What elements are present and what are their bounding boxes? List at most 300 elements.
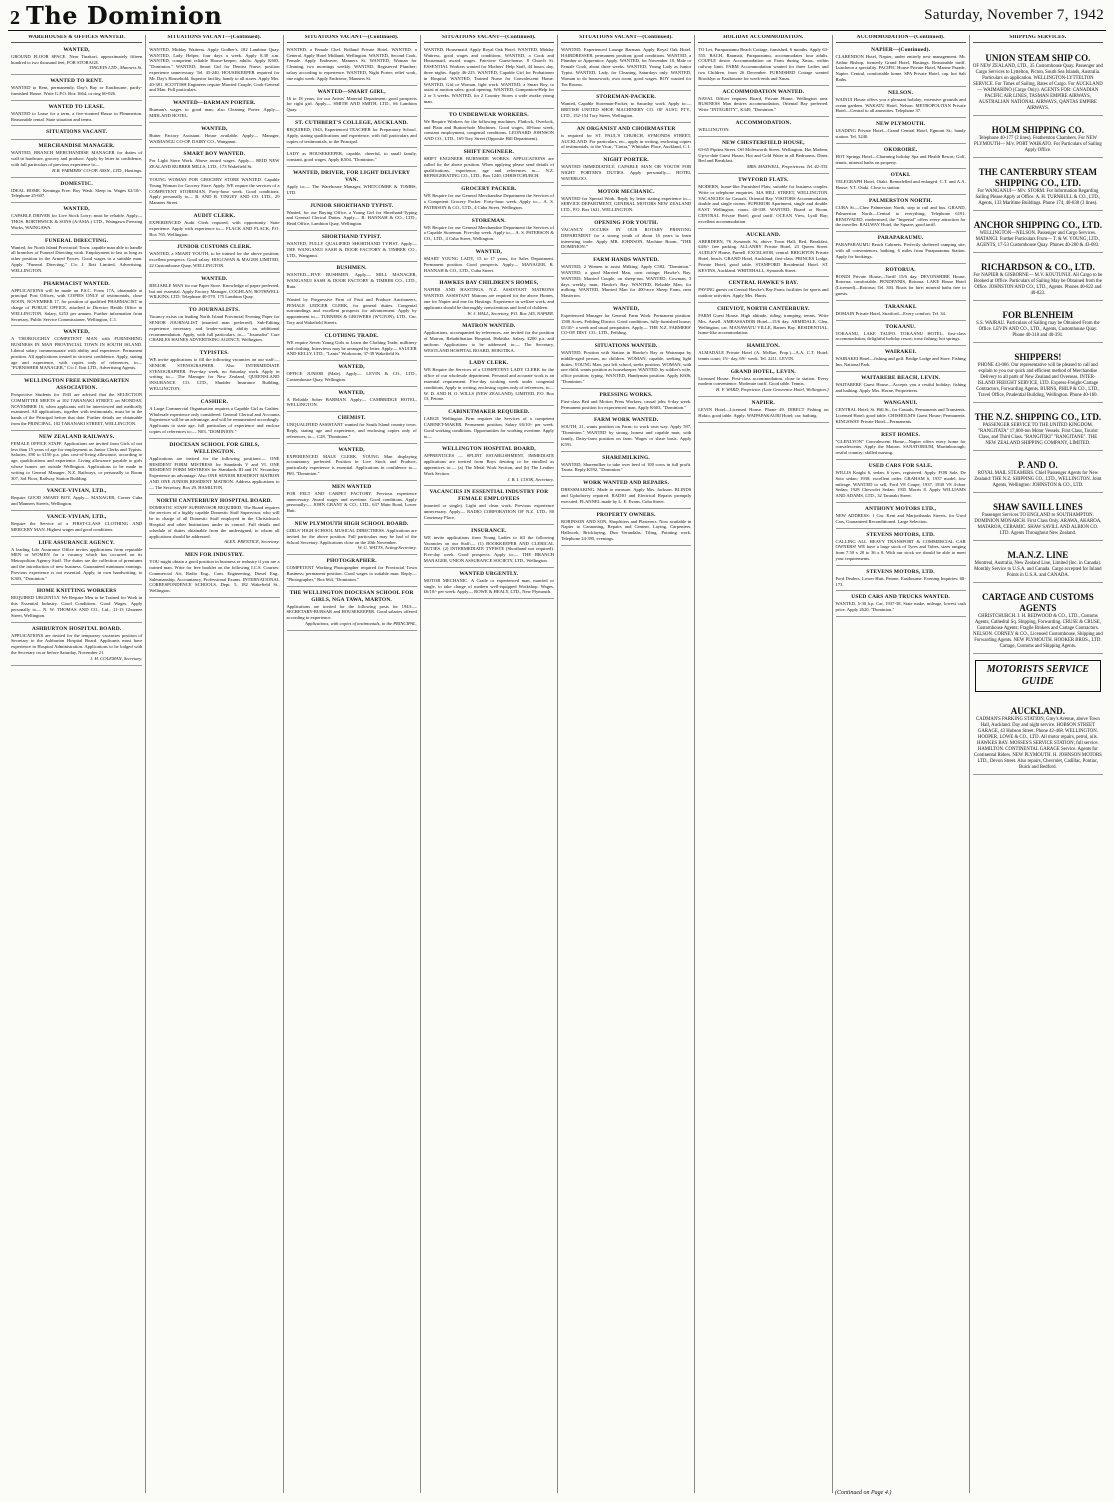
ad-title: SITUATIONS WANTED. [594, 343, 658, 350]
ad-title: WANTED TO RENT. [50, 78, 104, 85]
classified-ad [287, 445, 417, 481]
classified-ad [698, 278, 828, 303]
classified-ad [149, 98, 279, 123]
ad-body: YOU might obtain a good position in business or industry if you are a trained man. Write for free booklet on the following I.C.S. Courses: Commercial Art, Radio Eng., Com. Engineering, Diesel Eng., Salesmanship, Accountancy, Professional Exams. INTERNATIONAL CORRESPONDENCE SCHOOLS, Dept. 5, 182 Wakefield St., Wellington. [149, 559, 280, 594]
ad-signature: Applications, with copies of testimonials, to the PRINCIPAL. [305, 621, 417, 627]
ad-body: WE Require the Services of a COMPETENT LADY CLERK for the office of our wholesale department. Personal and accurate work is an essential requirement. Five-day working week under congenial conditions. Apply in writing, enclosing copies only of references, to— W. D. AND H. O. WILLS (NEW ZEALAND), LIMITED, P.O. Box 13, Petone. [423, 367, 554, 402]
ad-title: MATRON WANTED. [462, 323, 516, 330]
ad-body: CENTRAL Hotel; St. Hill St., for Casuals, Permanents and Transients. Licensed Hotel; good table. CHISHOLM'S Guest House; Permanents. KINGSWAY Private Hotel—Permanents. [835, 407, 966, 424]
ad-title: CLOTHING TRADE. [324, 332, 379, 339]
column-5 [557, 35, 694, 1493]
classified-ad [11, 538, 142, 586]
ad-title: AUCKLAND. [746, 231, 781, 238]
classified-ad [561, 124, 691, 154]
ad-body: A Large Commercial Organisation requires a Capable Girl as Cashier. Wholesale experience only considered. General Clerical and Accounts Experience will be an advantage, and will be remunerated accordingly. Applicants to state age, full particulars of experience and enclose copies of references to:— N03, "DOMINION." [149, 405, 280, 435]
ad-title: PROPERTY OWNERS. [596, 511, 656, 518]
ad-title: OPENING FOR YOUTH. [594, 219, 658, 226]
ad-title: CABINETMAKER REQUIRED. [448, 409, 530, 416]
ad-signature: MRS. MAXWELL, Proprietress. Tel. 42-335. [746, 164, 829, 170]
classified-ad [11, 141, 142, 177]
ad-body: Wanted by Progressive Firm of Fruit and Produce Auctioneers, FEMALE LEDGER CLERK, for general duties. Congenial surroundings and excellent prospects for advancement. Apply by appointment to— TURNERS & GROWERS (W'GTON), LTD., Cnr. Tory and Wakefield Streets. [286, 296, 417, 325]
ad-body: We Require Workers for the following machines, Flatlock, Overlock, and Plain and Button-hole Machines. Good wages, 40-hour week, constant employment, congenial conditions. LEONARD JOHNSON AND CO., LTD., 169 Tory Street (Opposite Hill Department). [423, 118, 554, 142]
classified-ad [424, 45, 554, 109]
classified-ad [973, 542, 1103, 583]
ad-title: M.A.N.Z. LINE [1007, 549, 1069, 560]
ad-body: Wanted, Capable Storeman-Packer, to Saturday work. Apply to:— BRITISH UNITED SHOE MACHINERY CO. OF AUST. PTY., LTD., 152-154 Tory Street, Wellington. [561, 101, 692, 118]
classified-ad [287, 588, 417, 631]
classified-ad [11, 624, 142, 666]
classified-ad [698, 118, 828, 137]
ad-title: THE N.Z. SHIPPING CO., LTD. [974, 411, 1102, 422]
ad-body: WE invite applications to fill the following vacancies on our staff:— SENIOR STENOGRAPHER. Also INTERMEDIATE STENOGRAPHER. Five-day week, no Saturday work. Apply in writing to— The Manager for New Zealand, QUEENSLAND INSURANCE CO. LTD., Shudder Insurance Building, WELLINGTON. [149, 357, 280, 392]
ad-title: NAPIER. [751, 400, 776, 407]
ad-title: TYPISTES. [199, 350, 229, 357]
ad-body: CLARENDON Hotel, Napier, under entirely new management. Mr. Arthur Bishop, formerly Grand Hotel, Hastings. Reasonable tariff. Luncheon a speciality. PACIFIC House Private Hotel, Marine Parade, Napier. Central, comfortable home. SPA Private Hotel, cap. hot Salt Baths. [835, 53, 966, 82]
classified-ad [287, 87, 417, 117]
classified-ad [11, 279, 142, 327]
ad-title: NAPIER—(Continued). [871, 46, 931, 53]
classified-ad [149, 211, 279, 241]
ad-body: CAPABLE DRIVER for Live Stock Lorry; must be reliable. Apply— THOS. BORTHWICK & SONS (A/ASIA.) LTD., Waingawa Freezing Works, WAINGAWA. [11, 213, 143, 230]
classified-ad [287, 331, 417, 361]
ad-body: WANTED, 5-30 h.p. Car, 1937-38. State make, mileage, lowest cash price. Apply 2620, "Dominion." [835, 601, 966, 613]
column-header: SITUATIONS VACANT—(Continued). [424, 35, 554, 43]
ad-title: MOTOR MECHANIC. [597, 188, 655, 195]
ad-body: WANTED—FIVE BUSHMEN. Apply— MILL MANAGER, WANGANUI SASH & DOOR FACTORY & TIMBER CO., LTD., Ruia. [286, 272, 417, 289]
column-1 [8, 35, 145, 1493]
ad-title: FUNERAL DIRECTING. [45, 237, 109, 244]
classified-ad [287, 556, 417, 586]
classified-ad [836, 119, 966, 144]
classified-ad [11, 376, 142, 431]
ad-title: HAWKES BAY CHILDREN'S HOMES, [439, 280, 539, 287]
ad-body: MOTOR MECHANIC. A Grade or experienced man, married or single, to take charge of modern well-equipped Workshop. Wages, £6/10/- per week. Apply— ROWE & HEALY, LTD., New Plymouth. [423, 577, 554, 595]
ad-title: FOR BLENHEIM [1002, 309, 1074, 320]
ad-title: WANTED—SMART GIRL, [317, 88, 386, 95]
classified-ad [973, 212, 1103, 253]
classified-ad [561, 92, 691, 122]
classified-ad [149, 305, 279, 347]
ad-title: PRESSING WORKS. [599, 391, 653, 398]
ad-body: ROBINSON AND SON, Shopfitters and Plasterers. Now available in Napier to Cannoning, Repairs and Cement, Laying, Carpenters, Hallwork, Bricklaying, Dun Verandahs, Tiling, Pointing work. Telephone 24-395, evenings. [561, 518, 692, 542]
classified-ad [698, 175, 828, 229]
ad-signature: J. H. COLEMAN, Secretary. [90, 655, 143, 661]
ad-title: ROTORUA. [885, 266, 916, 273]
ad-title: REST HOMES. [881, 431, 921, 438]
classified-ad [287, 118, 417, 148]
ad-title: STEVENS MOTORS, LTD. [866, 568, 935, 575]
ad-title: TO UNDERWEAR WORKERS. [449, 111, 529, 118]
ad-title: JUNIOR SHORTHAND TYPIST. [310, 202, 394, 209]
ad-body: S.S. WAIRAU. Particulars of Sailing may be Obtained From the Office. LEVIN AND CO., LTD., Agents, Customhouse Quay. Phone 40-310 and 40-391. [976, 320, 1100, 338]
ad-title: RICHARDSON & CO., LTD. [981, 261, 1095, 272]
classified-ad [11, 586, 142, 622]
ad-body: WE require Seven Young Girls to Learn the Clothing Trade, millinery and clothing. Interviews may be arranged by letter. Apply— SAUCER AND KELLY, LTD., "Lanix" Workroom, 37-39 Wakefield St. [286, 339, 417, 357]
ad-body: Wanted, for North Island Provincial Town, capable man able to handle all branches of Funeral Directing work. Employment to last as long as other position in the Armed Forces. Good wages to a suitable man. Apply "Funeral Directing," C/o J. Ilott Limited, Advertising, WELLINGTON. [11, 244, 143, 273]
ad-title: CHEMIST. [337, 415, 366, 422]
ad-title: TO JOURNALISTS. [188, 307, 240, 314]
classified-ad [424, 358, 554, 406]
ad-title: ANTHONY MOTORS LTD., [865, 506, 937, 513]
ad-body: Experienced Manager for General Farm Work. Permanent position. 1500 Acres, Feilding District. Good conditions, fully-furnished house; £5/10/- a week and usual perquisites. Apply— THE N.Z. FARMERS' CO-OP. DIST. CO., LTD., Feilding. [561, 312, 692, 336]
motorists-guide-banner: MOTORISTS SERVICE GUIDE [975, 660, 1101, 692]
classified-ad [836, 347, 966, 372]
ad-title: SHIPPERS! [1014, 351, 1062, 362]
ad-title: MERCHANDISE MANAGER. [38, 143, 115, 150]
ad-body: NAPIER AND HASTINGS, N.Z. ASSISTANT MATRONS WANTED. ASSISTANT Matrons are required for the above Homes, one for Napier and one for Hastings. Experience in welfare work, and applicants should be thoroughly conscientious and fond of children. [423, 287, 554, 310]
ad-title: ACCOMMODATION WANTED. [722, 88, 805, 95]
ad-body: "GLENLYON" Convalescent Home—Napier offers every home for convalescents. Apply the Matron. SANATORIUM, Martinborough; restful country; skilled nursing. [835, 438, 966, 456]
classified-ad [149, 440, 279, 495]
ad-title: PARAPARAUMU. [877, 235, 924, 242]
classified-ad [287, 232, 417, 262]
classified-ad [561, 341, 691, 389]
classified-ad [561, 45, 691, 92]
ad-body: LADY as HOUSEKEEPER, capable, cheerful, to small family, constant, good wages. Apply K504, "Dominion." [286, 151, 417, 163]
ad-body: Butter Factory Assistant. House available. Apply— Manager, WAIMANGU CO-OP. DAIRY CO., Wanganui. [149, 132, 280, 144]
ad-title: NORTH CANTERBURY HOSPITAL BOARD. [156, 497, 273, 504]
classified-ad [11, 204, 142, 234]
ad-body: OF NEW ZEALAND, LTD., 35 Customhouse Quay. Passenger and Cargo Services to Lyttelton, Picton, South Sea Islands, Australia. Particulars on application. WELLINGTON-LYTTELTON SERVICE. For Times of Sailing, Rates of Cargo. For AUCKLAND— WAIMARINO (Cargo Only). AGENTS FOR: CANADIAN PACIFIC AIR LINES, TASMAN EMPIRE AIRWAYS, AUSTRALIAN NATIONAL AIRWAYS, QANTAS EMPIRE AIRWAYS. [972, 63, 1103, 111]
classified-ad [836, 567, 966, 592]
ad-body: LEADING Private Hotel—Grand Central Hotel, Egmont St.; handy station. Tel. 3240. [835, 128, 966, 139]
ad-body: Apply to:— The Warehouse Manager, WHITCOMBE & TOMBS, LTD. [286, 183, 417, 195]
ad-title: CHEVIOT, NORTH CANTERBURY. [717, 305, 810, 312]
ad-title: CASHIER. [200, 398, 229, 405]
ad-body: LEVIN Hotel—Licensed House. Phone 49. DIRECT Fishing on Hokio, good table. Apply. WAIPAPAKAURI Hotel; car; bathing. [698, 407, 829, 418]
classified-ad [836, 45, 966, 87]
ad-title: OKOROIRE. [883, 146, 918, 153]
ad-body: REQUIRED, 1943, Experienced TEACHER for Preparatory School. Apply, stating qualifications and experience, with full particulars and copies of testimonials, to the Principal. [286, 126, 417, 144]
continued-note: (Continued on Page 4.) [835, 1490, 892, 1496]
ad-title: THE CANTERBURY STEAM SHIPPING CO., LTD. [978, 166, 1098, 188]
masthead-left [10, 1, 222, 30]
ad-body: DOMESTIC STAFF SUPERVISOR REQUIRED. The Board requires the services of a highly capable Domestic Staff Supervisor, who will be in charge of all Domestic Staff employed in the Christchurch Hospital and other Institutions under its control. Full details and schedule of duties obtainable from the undersigned, to whom all applications should be addressed. [149, 504, 280, 539]
ad-title: DIOCESAN SCHOOL FOR GIRLS, WELLINGTON. [169, 441, 260, 455]
ad-body: UNQUALIFIED ASSISTANT wanted for South Island country town. Reply, stating age and experience, and enclosing copies only of references, to— C28, "Dominion." [286, 422, 417, 439]
classified-ad [149, 124, 279, 149]
ad-body: RELIABLE MAN for our Paper Store. Knowledge of paper preferred, but not essential. Apply Factory Manager, COGHLAN, BOTHWELL WILKINS, LTD. Telephone 40-570. 175 Lambton Quay. [149, 282, 280, 300]
classified-ad [973, 404, 1103, 451]
ad-body: TELEGRAPH Hotel, Otaki. Remodelled and enlarged. C.T. and A.A. House; Y.T. Otaki. Close to station. [835, 179, 966, 191]
classified-ad [973, 452, 1103, 493]
ad-title: HOLM SHIPPING CO. [991, 124, 1084, 135]
ad-title: ASHBURTON HOSPITAL BOARD. [31, 625, 122, 632]
classified-ad [287, 388, 417, 413]
ad-title: AN ORGANIST AND CHOIRMASTER [576, 125, 676, 132]
ad-title: SITUATIONS VACANT. [46, 129, 108, 136]
classified-ad [149, 242, 279, 272]
ad-body: WAIRAKEI Hotel—fishing and golf. Bridge Lodge and Store. Fishing Inn, National Park. [835, 356, 966, 367]
classified-ad [836, 196, 966, 232]
ad-body: (married or single). Light and clean work. Previous experience unnecessary. Apply— RADIO CORPORATION OF N.Z. LTD., 80 Courtenay Place. [423, 503, 554, 521]
ad-body: BONDI Private House—Tariff 15/6 day. DEVONSHIRE House, Rotorua; comfortable. PENDENNIS, Rotorua. LAKE House Hotel (Licensed)—Rotorua; Tel. 303. Boats for hire; mineral baths free to guests. [835, 273, 966, 296]
ad-title: AUCKLAND. [1010, 705, 1065, 716]
classified-ad [149, 149, 279, 174]
ad-body: SHIFT ENGINEER BURNSIDE WORKS. APPLICATIONS are called for the above position. When applying please send details of qualifications, experience, age and references to— N.Z. REFRIGERATING CO., LTD., Box 1240, CHRISTCHURCH. [423, 155, 554, 179]
ad-body: Passenger Services TO ENGLAND to SOUTHAMPTON. DOMINION MONARCH. First Class Only. ARAWA, AKAROA, MATAROA, CERAMIC. SHAW SAVILL AND ALBION CO. LTD. Agents Throughout New Zealand. [974, 512, 1102, 536]
classified-ad [836, 302, 966, 321]
classified-ad [698, 87, 828, 117]
ad-body: Prospective Students for 1943 are advised that the SELECTION COMMITTEE MEETS at 102 TARANAKI STREET, on MONDAY, NOVEMBER 16, when applicants will be interviewed and medically examined. All applications, together with testimonials, must be in the hands of the Principal before that date. Further details are obtainable from the PRINCIPAL, 102 TARANAKI STREET, WELLINGTON. [11, 392, 143, 427]
ad-title: SHORTHAND TYPIST. [321, 233, 382, 240]
classified-ad [11, 127, 142, 140]
classified-ad [973, 45, 1103, 116]
classified-ad [973, 344, 1103, 403]
ad-body: Montreal, Australia, New Zealand Line, Limited (Inc. in Canada). Monthly Service to U.S.A. and Canada. Cargo accepted for Inland Points in U.S.A. and CANADA. [974, 560, 1102, 578]
page-number: 2 [10, 6, 20, 29]
ad-signature: J. B. I. COOK, Secretary. [507, 476, 554, 482]
classified-ad [561, 187, 691, 217]
ad-title: STOREMAN. [471, 217, 506, 224]
classified-ad [11, 236, 142, 278]
ad-title: AUDIT CLERK. [193, 212, 236, 219]
ad-body: PARAPARAUMU Beach Cabinets. Perfectly sheltered camping site, with all conveniences, bathing; 6 miles from Paraparaumu Station. Apply for bookings. [835, 242, 966, 259]
ad-body: For WANGANUI— M/v. STORM. For Information Regarding Sailing Please Apply at Office. A. H. TURNBULL & CO., LTD., Agents, 133 Maritime Buildings. Phone 174, 40-830 (3 lines). [975, 188, 1101, 206]
classified-ad [836, 233, 966, 263]
classified-ad [287, 45, 417, 86]
ad-body: OFFICE JUNIOR (Male). Apply— LEVIN & CO., LTD., Customhouse Quay, Wellington. [286, 371, 417, 382]
ad-body: WILLIS Knight 6, sedan, 6 tyres, registered. Apply. FOR Sale, De Soto sedan; 1938; excellent order. GRAHAM 6, 1937 model, low mileage. WANTED to sell, Ford V8 Coupe, 1937. 1930 V8 4-door Sedan; 1928 Chevrolet Sedan; 1935 Morris 8. Apply WILLIAMS AND ADAMS, LTD., 32 Taranaki Street. [835, 470, 966, 499]
classified-ad [561, 155, 691, 185]
ad-title: WANTED, [338, 364, 365, 371]
ad-body: WELLINGTON. [698, 126, 730, 132]
classified-ad [424, 147, 554, 183]
ad-title: SHAW SAVILL LINES [993, 501, 1083, 512]
ad-body: EXPERIENCED Audit Clerk required, with opportunity. State experience. Apply with experience to— FLACK AND FLACK, P.O. Box 765, Wellington. [149, 219, 280, 237]
column-2 [145, 35, 282, 1493]
ad-title: WANTED, [612, 305, 640, 312]
ad-body: WAINUI House offers you a pleasant holiday; extensive grounds and ocean gardens. WAKATU Hotel, Nelson. METROPOLITAN Private Hotel—Central to all amenities. Telephone 37. [835, 96, 966, 114]
ad-title: CARTAGE AND CUSTOMS AGENTS [981, 591, 1094, 613]
ad-title: MEN FOR INDUSTRY. [184, 552, 244, 559]
ad-body: DOMAIN Private Hotel, Stratford—Every comfort; Tel. 34. [835, 310, 946, 316]
ad-title: WANTED, DRIVER, FOR LIGHT DELIVERY VAN. [293, 169, 411, 183]
column-7 [832, 35, 969, 1493]
ad-body: VACANCY OCCURS IN OUR ROTARY PRINTING DEPARTMENT for a strong youth of about 16 years to learn interesting trade. Apply MR. JOHNSON, Machine Room, "THE DOMINION." [561, 226, 692, 250]
ad-title: NEW CHESTERFIELD HOUSE, [722, 139, 805, 146]
classified-ad [11, 102, 142, 127]
ad-body: NEW ADDRESS: 1 Cnr. Kent and Marjoribanks Streets, for Used Cars, Guaranteed Reconditioned. Large Selection. [835, 513, 966, 524]
ad-body: For NAPIER & GISBORNE— M.V. KOUTUNUI. All Cargo to be Booked at Office. Particulars of Sailing May be Obtained from the Office. JOHNSTON AND CO., LTD., Agents. Phones 40-822 and 40-823. [973, 272, 1103, 296]
ad-body: 16 to 18 years, for our Artists' Material Department; good prospects for right girl. Apply— SMITH AND SMITH, LTD., 66 Lambton Quay. [286, 95, 417, 113]
classified-ad [698, 367, 828, 397]
ad-body: ALMADALE Private Hotel (A. McRae, Prop.)—A.A. C.T. Hotel; tennis court; 15/- day, 69/- week. Tel. 2211. LEVIN. [698, 350, 829, 361]
classified-ad [973, 159, 1103, 211]
ad-body: CHRISTCHURCH. J. H. REDWOOD & CO., LTD., Customs Agents, Cathedral Sq. Shipping, Forwarding. CRUSE & CRUSE, Customhouse Agents; Fragile Brokers and Cartage Contractors. NELSON. CORNEY & CO., Licensed Customhouse, Shipping and Forwarding Agents. NEW PLYMOUTH. HOOKER BROS., LTD. Cartage, Customs and Shipping Agents. [973, 613, 1103, 649]
ad-body: YOUNG WOMAN FOR GROCERY STORE WANTED. Capable Young Woman for Grocery Store. Apply. WE require the services of a COMPETENT STOREMAN. Forty-hour week. Good conditions. Apply personally to— R. AND B. TINGEY AND CO. LTD., 29 Manners Street. [149, 176, 280, 206]
ad-body: LARGE Wellington Firm requires the Services of a competent CABINET-MAKER. Permanent position. Salary £6/10/- per week. Good working conditions. Opportunities for working overtime. Apply to— [423, 416, 554, 439]
ad-body: FARM Guest House. High altitude, riding, tramping, tennis. Write Mrs. Ansell. AMBASSADOR Hotel—15/6 day. ARMIDALE, Glen, Wellington, car. MANAWATU VILLE, Barnes Bay. RESIDENTIAL, home-like accommodation. [698, 312, 829, 336]
ad-body: WE Require for our General Merchandise Department the Services of a Capable Storeman. Five-day week. Apply to— A. S. PATERSON & CO., LTD., 4 Cuba Street, Wellington. [423, 224, 554, 242]
classified-ad [424, 526, 554, 568]
classified-ad [149, 496, 279, 550]
classified-ad [561, 510, 691, 546]
classified-ad [561, 255, 691, 303]
ad-title: NIGHT PORTER. [603, 157, 649, 164]
classified-ad [11, 512, 142, 537]
ad-title: WANTED, [201, 125, 228, 132]
ad-title: JUNIOR CUSTOMS CLERK. [177, 244, 252, 251]
ad-body: APPLICATIONS will be made on P.S.C. Form 17A, obtainable at principal Post Offices, with COPIES ONLY of testimonials, close NOON, NOVEMBER 17, for position of qualified PHARMACIST in charge of PUBLIC OFFICE, attached to Director Health Office in WELLINGTON. Salary, £253 per annum. Further information from Secretary, Public Service Commissioner, Wellington, C.1. [11, 287, 143, 322]
ad-body: NAVAL Officer requires Board, Private Home, Wellington area. BUSINESS Man desires accommodation, Oriental Bay preferred. Write "INTEGRITY", K349, "Dominion." [698, 95, 829, 113]
ad-title: WAITARERE BEACH, LEVIN. [861, 374, 941, 381]
ad-body: CALLING ALL HEAVY TRANSPORT & COMMERCIAL CAR OWNERS! WE have a large stock of Tyres and Tubes, sizes ranging from 7.50 x 20 to 36 x 8. With our stock we should be able to meet your requirements. [835, 538, 966, 562]
ad-title: PHARMACIST WANTED. [43, 280, 110, 287]
classified-ad [561, 478, 691, 508]
ad-body: COMPETENT Working Photographer required for Provincial Town Business; permanent position. Good wages to suitable man. Reply— "Photographer," Box 664, "Dominion." [286, 565, 417, 582]
ad-title: INSURANCE. [471, 527, 507, 534]
ad-title: MEN WANTED [331, 483, 372, 490]
ad-body: Require GOOD SMART BOY. Apply— MANAGER, Corner Cuba and Manners Streets, Wellington. [11, 495, 143, 507]
classified-ad [287, 413, 417, 443]
column-header: SITUATIONS VACANT—(Continued). [287, 35, 417, 43]
classified-ad [11, 76, 142, 101]
classified-ad [424, 321, 554, 357]
ad-title: WANTED, [475, 248, 503, 255]
classified-ad [11, 179, 142, 204]
ad-body: WANTED, Experienced Lounge Barman. Apply Royal Oak Hotel. HAIRDRESSER, permanent position; good conditions. WANTED, a Plumber or Apprentice. Apply. WANTED, for November 18, Male or Female Cook, about three weeks. WANTED, Young Lady as Junior Typist. WANTED, Lady, for Cleaning, Saturdays only. WANTED, Woman to do housework; own room, good wages. BOY wanted for Tea Rooms. [561, 46, 692, 87]
classified-ad [973, 494, 1103, 541]
ad-body: WAITARERE Guest House—Accepts you a restful holiday; fishing and bathing. Apply Mrs. Horne, Proprietress. [835, 381, 966, 393]
ad-signature: W. G. WATTS, Acting-Secretary. [357, 545, 417, 551]
classified-ad [836, 504, 966, 529]
classified-ad [836, 430, 966, 460]
classified-ad [287, 149, 417, 167]
classified-ad [973, 584, 1103, 654]
column-header: SITUATIONS VACANT—(Continued). [149, 35, 279, 43]
ad-title: WANTED. [201, 275, 228, 282]
ad-body: APPRENTICES — SPLINT ESTABLISHMENT. IMMEDIATE applications are invited from Boys desiring to be enrolled as apprentices to:— (a) The Metal Work Section, and (b) The Leather Work Section. [423, 453, 554, 476]
classified-ad [424, 247, 554, 277]
classified-ad [561, 453, 691, 478]
ad-title: VACANCIES IN ESSENTIAL INDUSTRY FOR FEMALE EMPLOYEES [429, 489, 549, 503]
ad-title: LADY CLERK. [469, 360, 509, 367]
classified-ad [836, 145, 966, 170]
ad-body: Burman's wages to good man; also Cleaning Porter. Apply— MIDLAND HOTEL. [149, 107, 280, 118]
classified-ad [424, 110, 554, 146]
ad-title: BUSHMEN. [336, 265, 367, 272]
ad-title: WANTED, [63, 46, 90, 53]
ad-title: NELSON. [888, 89, 914, 96]
ad-body: PHONE 43-066. Our representative will be pleased to call and explain to you our quick and efficient method of Merchandise Delivery to all parts of New Zealand and Overseas. INTER-ISLAND FREIGHT SERVICE, LTD. Express-Freight-Cartage Contractors, Forwarding Agents. BURNS, PHILP & CO., LTD., Travel Office, Prudential Building, Wellington. Phone 40-160. [976, 362, 1100, 398]
ad-body: APPLICATIONS are invited for the temporary vacancies position of Secretary to the Ashburton Hospital Board. Applicants must have experience in Hospital Administration. Applications to be lodged with the Secretary on or before Saturday, November 21. [11, 632, 143, 655]
classified-ad [836, 322, 966, 347]
classified-ad [424, 569, 554, 599]
classified-ad [973, 117, 1103, 158]
ad-title: WANTED, [63, 206, 90, 213]
ad-title: USED CARS AND TRUCKS WANTED. [851, 594, 950, 601]
ad-title: CENTRAL HAWKE'S BAY. [728, 280, 799, 287]
ad-body: WANTED IMMEDIATELY, CAPABLE MAN OR YOUTH FOR NIGHT PORTER'S DUTIES. Apply personally— HOTEL WATERLOO. [561, 164, 692, 181]
classified-ad [287, 201, 417, 231]
classified-ad [424, 278, 554, 320]
column-4 [420, 35, 557, 1493]
classified-ad [561, 304, 691, 340]
ad-signature: TINGEYS LTD., Manners St. [88, 65, 143, 71]
ad-title: PHOTOGRAPHER. [326, 558, 377, 565]
ad-title: WELLINGTON HOSPITAL BOARD, [441, 446, 536, 453]
ad-body: IDEAL HOME. Kentinga Free. Boy Wash. Sleep in. Wages £2/10/-. Telephone 25-607. [11, 187, 143, 199]
classified-ad [698, 230, 828, 278]
ad-body: WANTED, a Female Chef. Rolland Private Hotel. WANTED, a General. Apply Hotel Midland, Wellington. WANTED, Second Cook, Female. Apply Endeaver, Manners St. WANTED, Woman for Cleaning, two mornings weekly. WANTED, Registered Plumber; salary according to experience. WANTED, Night Porter; relief work, one night week. Apply Endeavor, Manners St. [286, 46, 417, 81]
classified-ad [836, 373, 966, 398]
ad-body: TOKAANU, LAKE TAUPO. TOKAANU HOTEL, first-class accommodation; delightful holiday resort; trout fishing; hot springs. [835, 330, 966, 342]
columns-container [8, 35, 1106, 1493]
ad-body: PAVING guests on Central Hawke's Bay Farm; facilities for sports and outdoor activities. Apply Mrs. Harris. [698, 287, 829, 299]
ad-body: CUBA St.—Chez Palmerston North, step to rail and bus. GRAND, Palmerston North—Central to everything; Telephone 6191. RENOVATED, modernised, the "Imperial" offers every attraction for the traveller. RAILWAY Hotel, the Square; good tariff. [835, 204, 966, 228]
classified-ad [698, 304, 828, 340]
paper-name: The Dominion [26, 0, 223, 30]
ad-title: STEVENS MOTORS, LTD. [866, 531, 935, 538]
classified-ad [698, 398, 828, 423]
ad-body: is required for ST. PAUL'S CHURCH, SYMONDS STREET, AUCKLAND. For particulars, etc., apply in writing, enclosing copies of testimonials, to the Vicar, "Cintra," Whittaker Place, Auckland, C.1. [561, 132, 692, 150]
ad-body: WANTED, Midday Waitress. Apply Godber's, 182 Lambton Quay. WANTED, Lady Helper, four days a week. Apply 8.30 a.m. WANTED, competent reliable House-keeper; adults. Apply K603, "Dominion." WANTED, Smart Girl for Dentist Nurse; position experience unnecessary. Tel. 45-240. HOUSEKEEPER required for Mr. Day's Household. Superior facility, handy to all stores. Apply Mrs. 40-381. SCOTTISH Engineers require Married Couple; Cook-General and Man. Full particulars. [149, 46, 280, 93]
ad-body: WANTED, 2 Women to assist Milking. Apply C582, "Dominion." WANTED, a good Married Man, own cottage; Hawke's Bay. WANTED, Married Couple, on sheep-run. WANTED, Cowman, 3 days weekly, man, Hawke's Bay. WANTED, Reliable Man, for milking. WANTED, Married Man for 400-acre Sheep Farm, near Masterton. [561, 264, 692, 299]
ad-title: DOMESTIC. [60, 180, 93, 187]
classified-ad [11, 486, 142, 511]
ad-body: Require the Service of a FIRST-CLASS CLOTHING AND MERCERY MAN. Highest wages and good conditions. [11, 521, 143, 532]
classified-ad [287, 168, 417, 200]
ad-title: WANGANUI. [883, 400, 918, 407]
ad-title: LIFE ASSURANCE AGENCY. [38, 539, 115, 546]
classified-ad [287, 362, 417, 387]
ad-signature: H. F. WARD, Proprietor. (Late Grosvenor Hotel, Wellington.) [715, 387, 829, 393]
ad-title: NEW ZEALAND RAILWAYS. [38, 433, 115, 440]
ad-title: GROCERY PACKER. [461, 186, 517, 193]
ad-title: VANCE-VIVIAN, LTD., [46, 488, 107, 495]
ad-body: WANTED, BRANCH MERCHANDISE MANAGER for duties of wall in hardware, grocery and produce. Apply by letter in confidence, with full particulars of previous experience to— [11, 150, 143, 167]
ad-title: ANCHOR SHIPPING CO., LTD. [973, 219, 1102, 230]
classified-ad [836, 530, 966, 566]
ad-title: GRAND HOTEL, LEVIN. [730, 368, 796, 375]
ad-title: SHAREMILKING. [602, 454, 650, 461]
classified-ad [836, 398, 966, 428]
classified-ad [149, 274, 279, 304]
classified-ad [424, 184, 554, 214]
classified-ad [973, 254, 1103, 301]
ad-body: WANTED, Housemaid. Apply Royal Oak Hotel. WANTED, Midday Waitress, good wages and conditions. WANTED, a Cook and Housemaid, award wages. Fairview Guest-house, 8 Church St. ESSENTIAL Workers wanted for Mothers' Help Staff, 44 hours, day, three nights. Apply 46-225. WANTED, Capable Girl for Probationer in Hospital. WANTED, Trained Nurse for Convalescent Home. WANTED, Girl or Woman, light work. WANTED, a Smart Boy, to assist at auction sales; good opening. WANTED, Companion-Help for 2 or 3 weeks. WANTED, for 2 Country Stores a wide awake young man. [423, 46, 554, 104]
ad-title: OTAKI. [890, 172, 911, 179]
ad-body: REQUIRED URGENTLY. We Require Men to be Trained for Work in this Essential Industry. Good Conditions. Good Wages. Apply personally to— N. W. THOMAS AND CO., Ltd., 11-13 Ghuznee Street, Wellington. [11, 595, 143, 618]
column-header: SHIPPING SERVICES. [973, 35, 1103, 43]
ad-title: ACCOMMODATION. [735, 119, 792, 126]
classified-ad [11, 45, 142, 75]
classified-ad [698, 341, 828, 366]
classified-ad [973, 698, 1103, 775]
ad-body: WANTED to Rent, permanently, Day's Bay or Eastbourne, partly-furnished House. Write G.P.O. Box 1664, or ring 60-026. [11, 85, 143, 96]
classified-ad [11, 432, 142, 486]
ad-title: P. AND O. [1018, 459, 1058, 470]
ad-body: GIRLS' HIGH SCHOOL MUSICAL DIRECTRESS. Applications are invited for the above position. Full particulars may be had of the School Secretary. Applications close on the 20th November. [286, 528, 417, 545]
ad-title: PALMERSTON NORTH. [869, 197, 933, 204]
ad-body: CADMAN'S PARKING STATION, Grey's Avenue, above Town Hall, Auckland. Day and night service. HOBSON STREET GARAGE, 43 Hobson Street. Phone 42-468. WELLINGTON. HOOPER, LOWE & CO., LTD. All motor repairs, petrol, oils. HAWKES BAY. MOSSES'S SERVICE STATION; full service. HAMILTON. CONTINENTAL GARAGE Service. Agents for Continental Riders. NEW PLYMOUTH. H. JOHNSON MOTORS LTD., Devon Street. Also repairs, Chevrolet, Cadillac, Pontiac, Buick and Bedford. [973, 716, 1102, 770]
ad-title: UNION STEAM SHIP CO. [985, 52, 1091, 63]
classified-ad [836, 265, 966, 301]
classified-ad [424, 444, 554, 486]
column-header: HOLIDAY ACCOMMODATION. [698, 35, 828, 43]
ad-title: TOKAANU. [885, 323, 916, 330]
classified-ad [836, 88, 966, 118]
classified-ad [836, 170, 966, 195]
ad-body: WANTED to Lease for a term, a five-roomed House in Plimmerton. Reasonable rental. State situation and terms. [11, 110, 143, 122]
ad-body: SMART YOUNG LADY, 15 to 17 years, for Sales Department. Permanent position. Good prospects. Apply— MANAGER, R. HANNAH & CO., LTD., Cuba Street. [423, 255, 554, 273]
classified-ad [287, 263, 417, 293]
ad-title: WANTED, [338, 389, 365, 396]
ad-body: Licensed House. First-class accommodation, close to station. Every modern convenience. Moderate tariff. Good table. Tennis. [698, 375, 829, 387]
ad-title: USED CARS FOR SALE. [868, 463, 933, 470]
classified-ad [698, 138, 828, 174]
